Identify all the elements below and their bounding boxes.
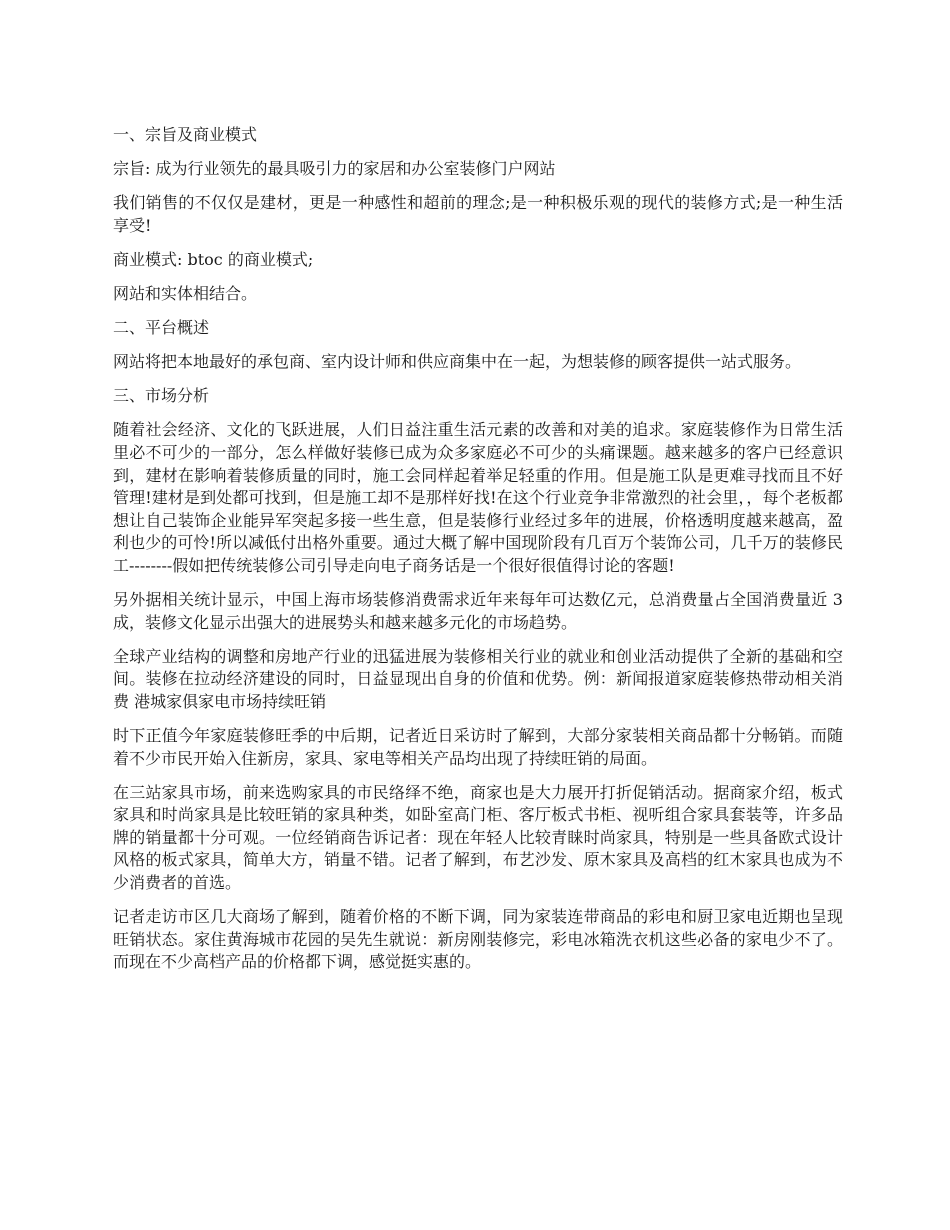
market-analysis-paragraph-2: 另外据相关统计显示，中国上海市场装修消费需求近年来每年可达数亿元，总消费量占全国消费量近 3 成，装修文化显示出强大的进展势头和越来越多元化的市场趋势。 bbox=[113, 590, 843, 632]
market-analysis-paragraph-4: 时下正值今年家庭装修旺季的中后期，记者近日采访时了解到，大部分家装相关商品都十分畅销。而随着不少市民开始入住新房，家具、家电等相关产品均出现了持续旺销的局面。 bbox=[113, 725, 843, 768]
purpose-statement: 宗旨: 成为行业领先的最具吸引力的家居和办公室装修门户网站 bbox=[113, 159, 556, 179]
business-model: 商业模式: btoc 的商业模式; bbox=[113, 249, 314, 269]
document-page bbox=[113, 124, 843, 985]
section-heading-overview: 二、平台概述 bbox=[113, 318, 210, 338]
market-analysis-paragraph-3: 全球产业结构的调整和房地产行业的迅猛进展为装修相关行业的就业和创业活动提供了全新的基础和空间。装修在拉动经济建设的同时，日益显现出自身的价值和优势。例：新闻报道家庭装修热带动相关消费 港城家俱家电市场持续旺销 bbox=[113, 646, 843, 711]
market-analysis-paragraph-6: 记者走访市区几大商场了解到，随着价格的不断下调，同为家装连带商品的彩电和厨卫家电近期也呈现旺销状态。家住黄海城市花园的吴先生就说：新房刚装修完，彩电冰箱洗衣机这些必备的家电少不了。而现在不少高档产品的价格都下调，感觉挺实惠的。 bbox=[113, 907, 843, 972]
online-offline-combination: 网站和实体相结合。 bbox=[113, 283, 258, 303]
philosophy-paragraph: 我们销售的不仅仅是建材，更是一种感性和超前的理念;是一种积极乐观的现代的装修方式;是一种生活享受! bbox=[113, 193, 843, 235]
section-heading-purpose: 一、宗旨及商业模式 bbox=[113, 125, 258, 144]
market-analysis-paragraph-5: 在三站家具市场，前来选购家具的市民络绎不绝，商家也是大力展开打折促销活动。据商家介绍，板式家具和时尚家具是比较旺销的家具种类，如卧室高门柜、客厅板式书柜、视听组合家具套装等，许多品牌的销量都十分可观。一位经销商告诉记者：现在年轻人比较青睐时尚家具，特别是一些具备欧式设计风格的板式家具，简单大方，销量不错。记者了解到，布艺沙发、原木家具及高档的红木家具也成为不少消费者的首选。 bbox=[113, 782, 843, 893]
platform-overview-paragraph: 网站将把本地最好的承包商、室内设计师和供应商集中在一起，为想装修的顾客提供一站式服务。 bbox=[113, 352, 802, 372]
market-analysis-paragraph-1: 随着社会经济、文化的飞跃进展，人们日益注重生活元素的改善和对美的追求。家庭装修作为日常生活里必不可少的一部分，怎么样做好装修已成为众多家庭必不可少的头痛课题。越来越多的客户已经意识到，建材在影响着装修质量的同时，施工会同样起着举足轻重的作用。但是施工队是更难寻找而且不好管理!建材是到处都可找到，但是施工却不是那样好找!在这个行业竞争非常激烈的社会里，，每个老板都想让自己装饰企业能异军突起多接一些生意，但是装修行业经过多年的进展，价格透明度越来越高，盈利也少的可怜!所以减低付出格外重要。通过大概了解中国现阶段有几百万个装饰公司，几千万的装修民工--------假如把传统装修公司引导走向电子商务话是一个很好很值得讨论的客题! bbox=[113, 420, 843, 575]
section-heading-market: 三、市场分析 bbox=[113, 386, 210, 406]
